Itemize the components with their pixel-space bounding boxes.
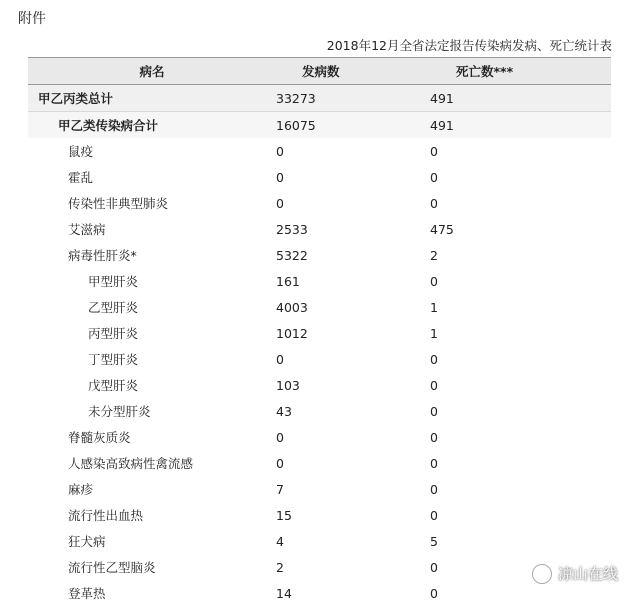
cases-cell: 4003 (276, 294, 430, 320)
table-body (28, 85, 611, 606)
table-row (28, 268, 611, 294)
cases-cell: 43 (276, 398, 430, 424)
table-row (28, 398, 611, 424)
deaths-cell: 1 (430, 294, 611, 320)
deaths-cell: 0 (430, 346, 611, 372)
table-row (28, 242, 611, 268)
cases-cell: 0 (276, 450, 430, 476)
deaths-cell: 0 (430, 164, 611, 190)
header-cases: 发病数 (276, 58, 430, 85)
disease-name-cell: 戊型肝炎 (28, 372, 276, 398)
cases-cell: 33273 (276, 85, 430, 112)
cases-cell: 0 (276, 346, 430, 372)
disease-name-cell: 乙型肝炎 (28, 294, 276, 320)
disease-name-cell: 病毒性肝炎* (28, 242, 276, 268)
watermark-text: 凉山在线 (558, 563, 618, 584)
disease-name-cell: 未分型肝炎 (28, 398, 276, 424)
deaths-cell: 0 (430, 190, 611, 216)
disease-name-cell: 甲乙类传染病合计 (28, 112, 276, 139)
table-row (28, 476, 611, 502)
disease-name-cell: 流行性出血热 (28, 502, 276, 528)
disease-name-cell: 丁型肝炎 (28, 346, 276, 372)
disease-name-cell: 甲乙丙类总计 (28, 85, 276, 112)
disease-name-cell: 甲型肝炎 (28, 268, 276, 294)
header-disease-name: 病名 (28, 58, 276, 85)
table-row (28, 216, 611, 242)
cases-cell: 14 (276, 580, 430, 606)
watermark-logo-icon (532, 564, 552, 584)
deaths-cell: 475 (430, 216, 611, 242)
deaths-cell: 2 (430, 242, 611, 268)
cases-cell: 0 (276, 190, 430, 216)
disease-name-cell: 人感染高致病性禽流感 (28, 450, 276, 476)
cases-cell: 4 (276, 528, 430, 554)
deaths-cell: 491 (430, 112, 611, 139)
cases-cell: 103 (276, 372, 430, 398)
disease-name-cell: 脊髓灰质炎 (28, 424, 276, 450)
deaths-cell: 491 (430, 85, 611, 112)
table-row (28, 294, 611, 320)
table-row (28, 138, 611, 164)
cases-cell: 5322 (276, 242, 430, 268)
cases-cell: 16075 (276, 112, 430, 139)
table-row (28, 528, 611, 554)
header-deaths: 死亡数*** (430, 58, 611, 85)
cases-cell: 0 (276, 138, 430, 164)
table-row (28, 502, 611, 528)
watermark (532, 563, 618, 584)
disease-name-cell: 狂犬病 (28, 528, 276, 554)
table-row (28, 164, 611, 190)
table-row (28, 190, 611, 216)
attachment-label: 附件 (18, 8, 46, 28)
disease-name-cell: 流行性乙型脑炎 (28, 554, 276, 580)
disease-name-cell: 霍乱 (28, 164, 276, 190)
cases-cell: 2533 (276, 216, 430, 242)
disease-name-cell: 麻疹 (28, 476, 276, 502)
deaths-cell: 0 (430, 138, 611, 164)
cases-cell: 0 (276, 164, 430, 190)
cases-cell: 0 (276, 424, 430, 450)
deaths-cell: 0 (430, 268, 611, 294)
disease-name-cell: 丙型肝炎 (28, 320, 276, 346)
deaths-cell: 0 (430, 476, 611, 502)
table-header-row (28, 58, 611, 85)
table-row (28, 85, 611, 112)
deaths-cell: 0 (430, 580, 611, 606)
table-row (28, 580, 611, 606)
table-row (28, 450, 611, 476)
cases-cell: 2 (276, 554, 430, 580)
deaths-cell: 1 (430, 320, 611, 346)
cases-cell: 15 (276, 502, 430, 528)
cases-cell: 161 (276, 268, 430, 294)
cases-cell: 1012 (276, 320, 430, 346)
disease-name-cell: 艾滋病 (28, 216, 276, 242)
table-row (28, 372, 611, 398)
table-row (28, 424, 611, 450)
disease-name-cell: 传染性非典型肺炎 (28, 190, 276, 216)
table-row (28, 554, 611, 580)
deaths-cell: 0 (430, 372, 611, 398)
deaths-cell: 0 (430, 554, 611, 580)
deaths-cell: 0 (430, 450, 611, 476)
table-row (28, 320, 611, 346)
cases-cell: 7 (276, 476, 430, 502)
table-row (28, 346, 611, 372)
deaths-cell: 5 (430, 528, 611, 554)
deaths-cell: 0 (430, 502, 611, 528)
table-caption: 2018年12月全省法定报告传染病发病、死亡统计表 (327, 36, 612, 54)
deaths-cell: 0 (430, 424, 611, 450)
disease-name-cell: 登革热 (28, 580, 276, 606)
disease-name-cell: 鼠疫 (28, 138, 276, 164)
deaths-cell: 0 (430, 398, 611, 424)
table-row (28, 112, 611, 139)
disease-statistics-table (28, 57, 611, 606)
